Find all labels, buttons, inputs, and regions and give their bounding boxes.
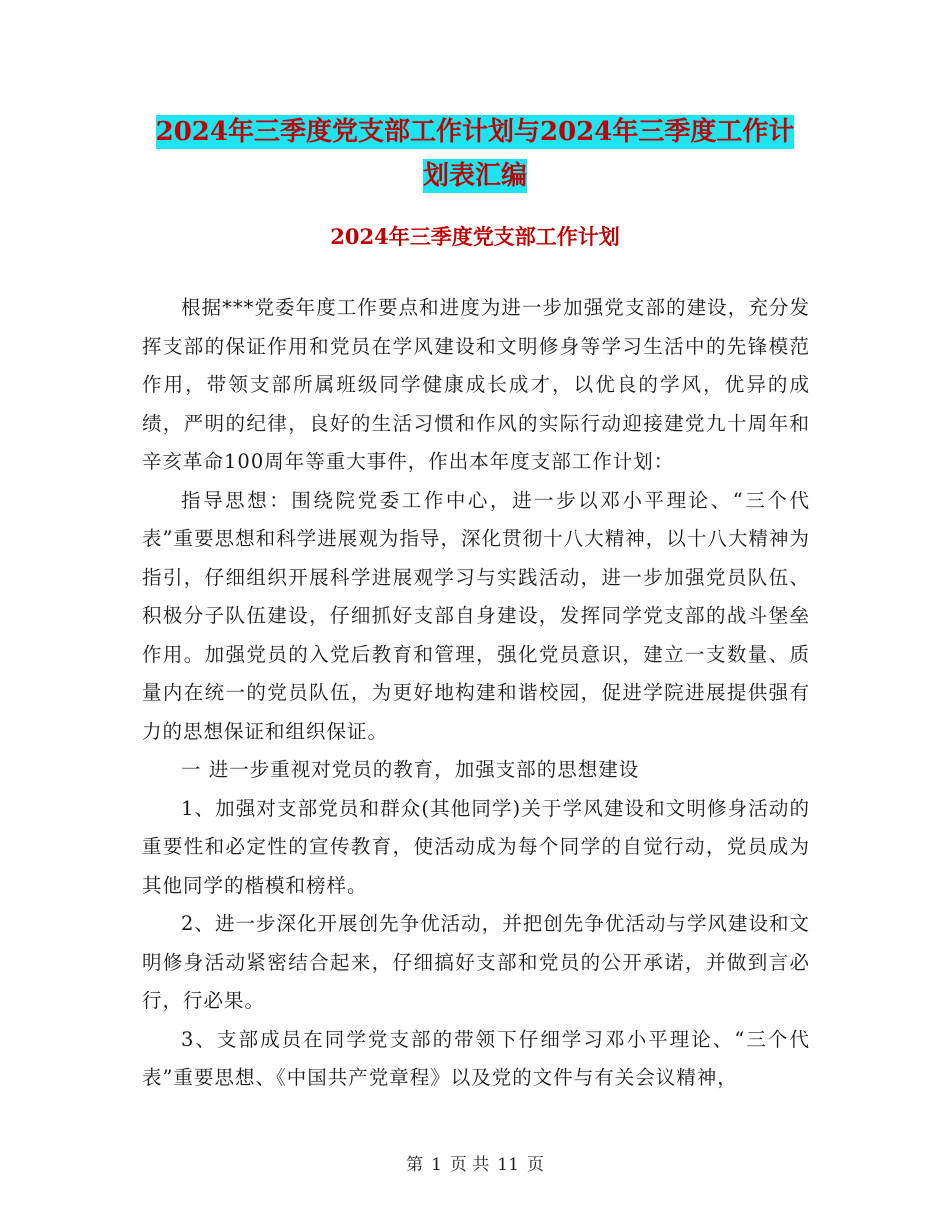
document-body xyxy=(142,289,810,1098)
section-title: 2024年三季度党支部工作计划 xyxy=(330,224,620,249)
footer-suffix: 页 xyxy=(526,1155,544,1175)
paragraph-guiding-thought: 指导思想：围绕院党委工作中心，进一步以邓小平理论、“三个代表”重要思想和科学进展观为指导，深化贯彻十八大精神，以十八大精神为指引，仔细组织开展科学进展观学习与实践活动，进一步加强党员队伍、积极分子队伍建设，仔细抓好支部自身建设，发挥同学党支部的战斗堡垒作用。加强党员的入党后教育和管理，强化党员意识，建立一支数量、质量内在统一的党员队伍，为更好地构建和谐校园，促进学院进展提供强有力的思想保证和组织保证。 xyxy=(142,488,810,743)
page-footer xyxy=(0,1150,950,1175)
document-title-line-2: 划表汇编 xyxy=(422,161,527,191)
footer-middle: 页 共 xyxy=(449,1155,490,1175)
paragraph-intro: 根据***党委年度工作要点和进度为进一步加强党支部的建设，充分发挥支部的保证作用和党员在学风建设和文明修身等学习生活中的先锋模范作用，带领支部所属班级同学健康成长成才，以优良的学风，优异的成绩，严明的纪律，良好的生活习惯和作风的实际行动迎接建党九十周年和辛亥革命100周年等重大事件，作出本年度支部工作计划： xyxy=(142,296,810,473)
footer-total-pages: 11 xyxy=(497,1155,519,1175)
document-title-line-1: 2024年三季度党支部工作计划与2024年三季度工作计 xyxy=(155,117,795,147)
document-title xyxy=(140,110,810,198)
paragraph-item-3: 3、支部成员在同学党支部的带领下仔细学习邓小平理论、“三个代表”重要思想、《中国共产党章程》以及党的文件与有关会议精神， xyxy=(142,1027,810,1089)
section-heading-one: 一 进一步重视对党员的教育，加强支部的思想建设 xyxy=(181,758,640,781)
footer-page-number: 1 xyxy=(431,1155,442,1175)
footer-prefix: 第 xyxy=(406,1155,424,1175)
paragraph-item-2: 2、进一步深化开展创先争优活动，并把创先争优活动与学风建设和文明修身活动紧密结合起来，仔细搞好支部和党员的公开承诺，并做到言必行，行必果。 xyxy=(142,912,810,1012)
paragraph-item-1: 1、加强对支部党员和群众(其他同学)关于学风建设和文明修身活动的重要性和必定性的宣传教育，使活动成为每个同学的自觉行动，党员成为其他同学的楷模和榜样。 xyxy=(142,796,810,897)
